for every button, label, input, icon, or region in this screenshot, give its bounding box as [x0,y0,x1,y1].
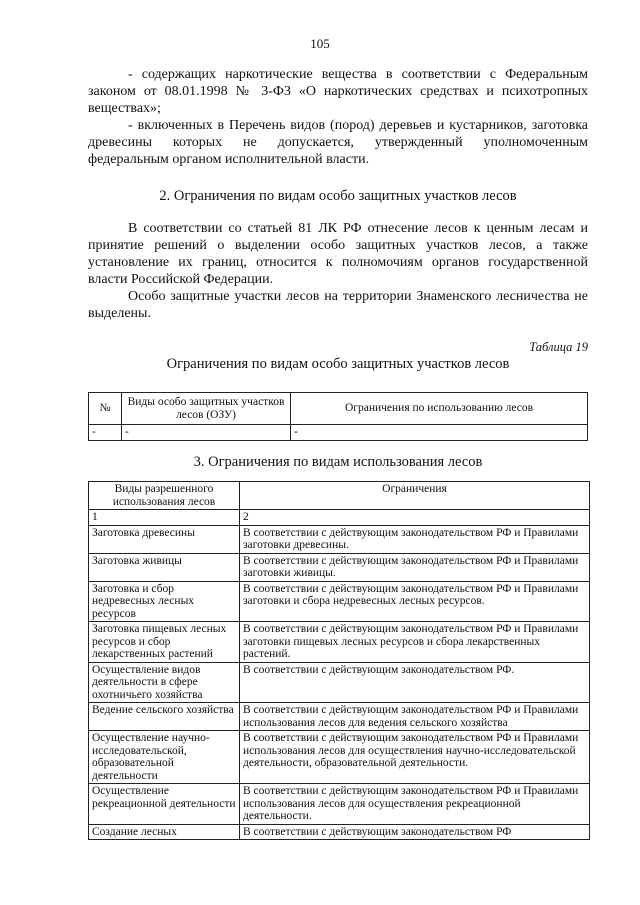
table-row [89,703,590,731]
list-item-narcotics [88,66,588,83]
table-cell: - [291,425,588,441]
table-row [89,622,590,663]
table-cell: Создание лесных [89,824,240,840]
table-cell: В соответствии с действующим законодательством РФ и Правилами использования лесов для ведения сельского хозяйства [240,703,590,731]
table-cell: 1 [89,510,240,526]
table-cell: В соответствии с действующим законодательством РФ. [240,662,590,703]
table-row [89,553,590,581]
section-2-body [88,220,588,322]
table-cell: Заготовка живицы [89,553,240,581]
table-19-title: Ограничения по видам особо защитных участков лесов [166,356,510,372]
text-line: - содержащих наркотические вещества в соответствии с Федеральным [128,67,588,82]
table-cell: - [89,425,122,441]
text-line: древесины которых не допускается, утвержденный уполномоченным [88,135,588,150]
column-header: Ограничения [240,482,590,510]
table-row [89,425,588,441]
table-cell: Осуществление научно-исследовательской, образовательной деятельности [89,731,240,784]
table-cell: В соответствии с действующим законодательством РФ и Правилами использования лесов для осуществления рекреационной деятельности. [240,784,590,825]
table-row [89,824,590,840]
table-cell: В соответствии с действующим законодательством РФ и Правилами заготовки пищевых лесных ресурсов и сбора лекарственных растений. [240,622,590,663]
text-line: веществах»; [88,101,161,116]
table-cell: - [122,425,291,441]
table-numbering-row [89,510,590,526]
table-cell: В соответствии с действующим законодательством РФ [240,824,590,840]
table-19 [88,392,588,441]
page-number: 105 [310,36,330,51]
list-item-tree-species: - включенных в Перечень видов (пород) деревьев и кустарников, заготовка [128,118,588,133]
table-row [89,662,590,703]
table-cell: Заготовка древесины [89,525,240,553]
list-continuation [88,66,588,168]
table-header-row [89,393,588,425]
table-header-row [89,482,590,510]
table-cell: Осуществление видов деятельности в сфере охотничьего хозяйства [89,662,240,703]
section-2-heading: 2. Ограничения по видам особо защитных участков лесов [159,188,517,204]
column-header: Виды разрешенного использования лесов [89,482,240,510]
section-3-heading: 3. Ограничения по видам использования лесов [193,454,483,470]
section-2-paragraph: В соответствии со статьей 81 ЛК РФ отнесение лесов к ценным лесам и принятие решений о выделении особо защитных участков лесов, а также установление их границ, относится к полномочиям органов государственной власти Российской Федерации. [88,221,588,287]
table-cell: Ведение сельского хозяйства [89,703,240,731]
table-row [89,784,590,825]
table-row [89,581,590,622]
table-row [89,525,590,553]
table-cell: Осуществление рекреационной деятельности [89,784,240,825]
column-header: № [89,393,122,425]
text-line: законом от 08.01.1998 № 3-ФЗ «О наркотических средствах и психотропных [88,84,588,99]
table-land-use-restrictions [88,481,590,840]
table-cell: В соответствии с действующим законодательством РФ и Правилами заготовки живицы. [240,553,590,581]
table-cell: Заготовка пищевых лесных ресурсов и сбор лекарственных растений [89,622,240,663]
section-2-paragraph: Особо защитные участки лесов на территории Знаменского лесничества не выделены. [88,289,588,321]
column-header: Ограничения по использованию лесов [291,393,588,425]
table-row [89,731,590,784]
table-cell: В соответствии с действующим законодательством РФ и Правилами использования лесов для осуществления научно-исследовательской деятельности, образовательной деятельности. [240,731,590,784]
table-cell: Заготовка и сбор недревесных лесных ресурсов [89,581,240,622]
text-line: федеральным органом исполнительной власти. [88,152,370,167]
table-cell: В соответствии с действующим законодательством РФ и Правилами заготовки древесины. [240,525,590,553]
table-cell: 2 [240,510,590,526]
table-cell: В соответствии с действующим законодательством РФ и Правилами заготовки и сбора недревесных лесных ресурсов. [240,581,590,622]
column-header: Виды особо защитных участков лесов (ОЗУ) [122,393,291,425]
table-19-caption: Таблица 19 [529,340,588,354]
